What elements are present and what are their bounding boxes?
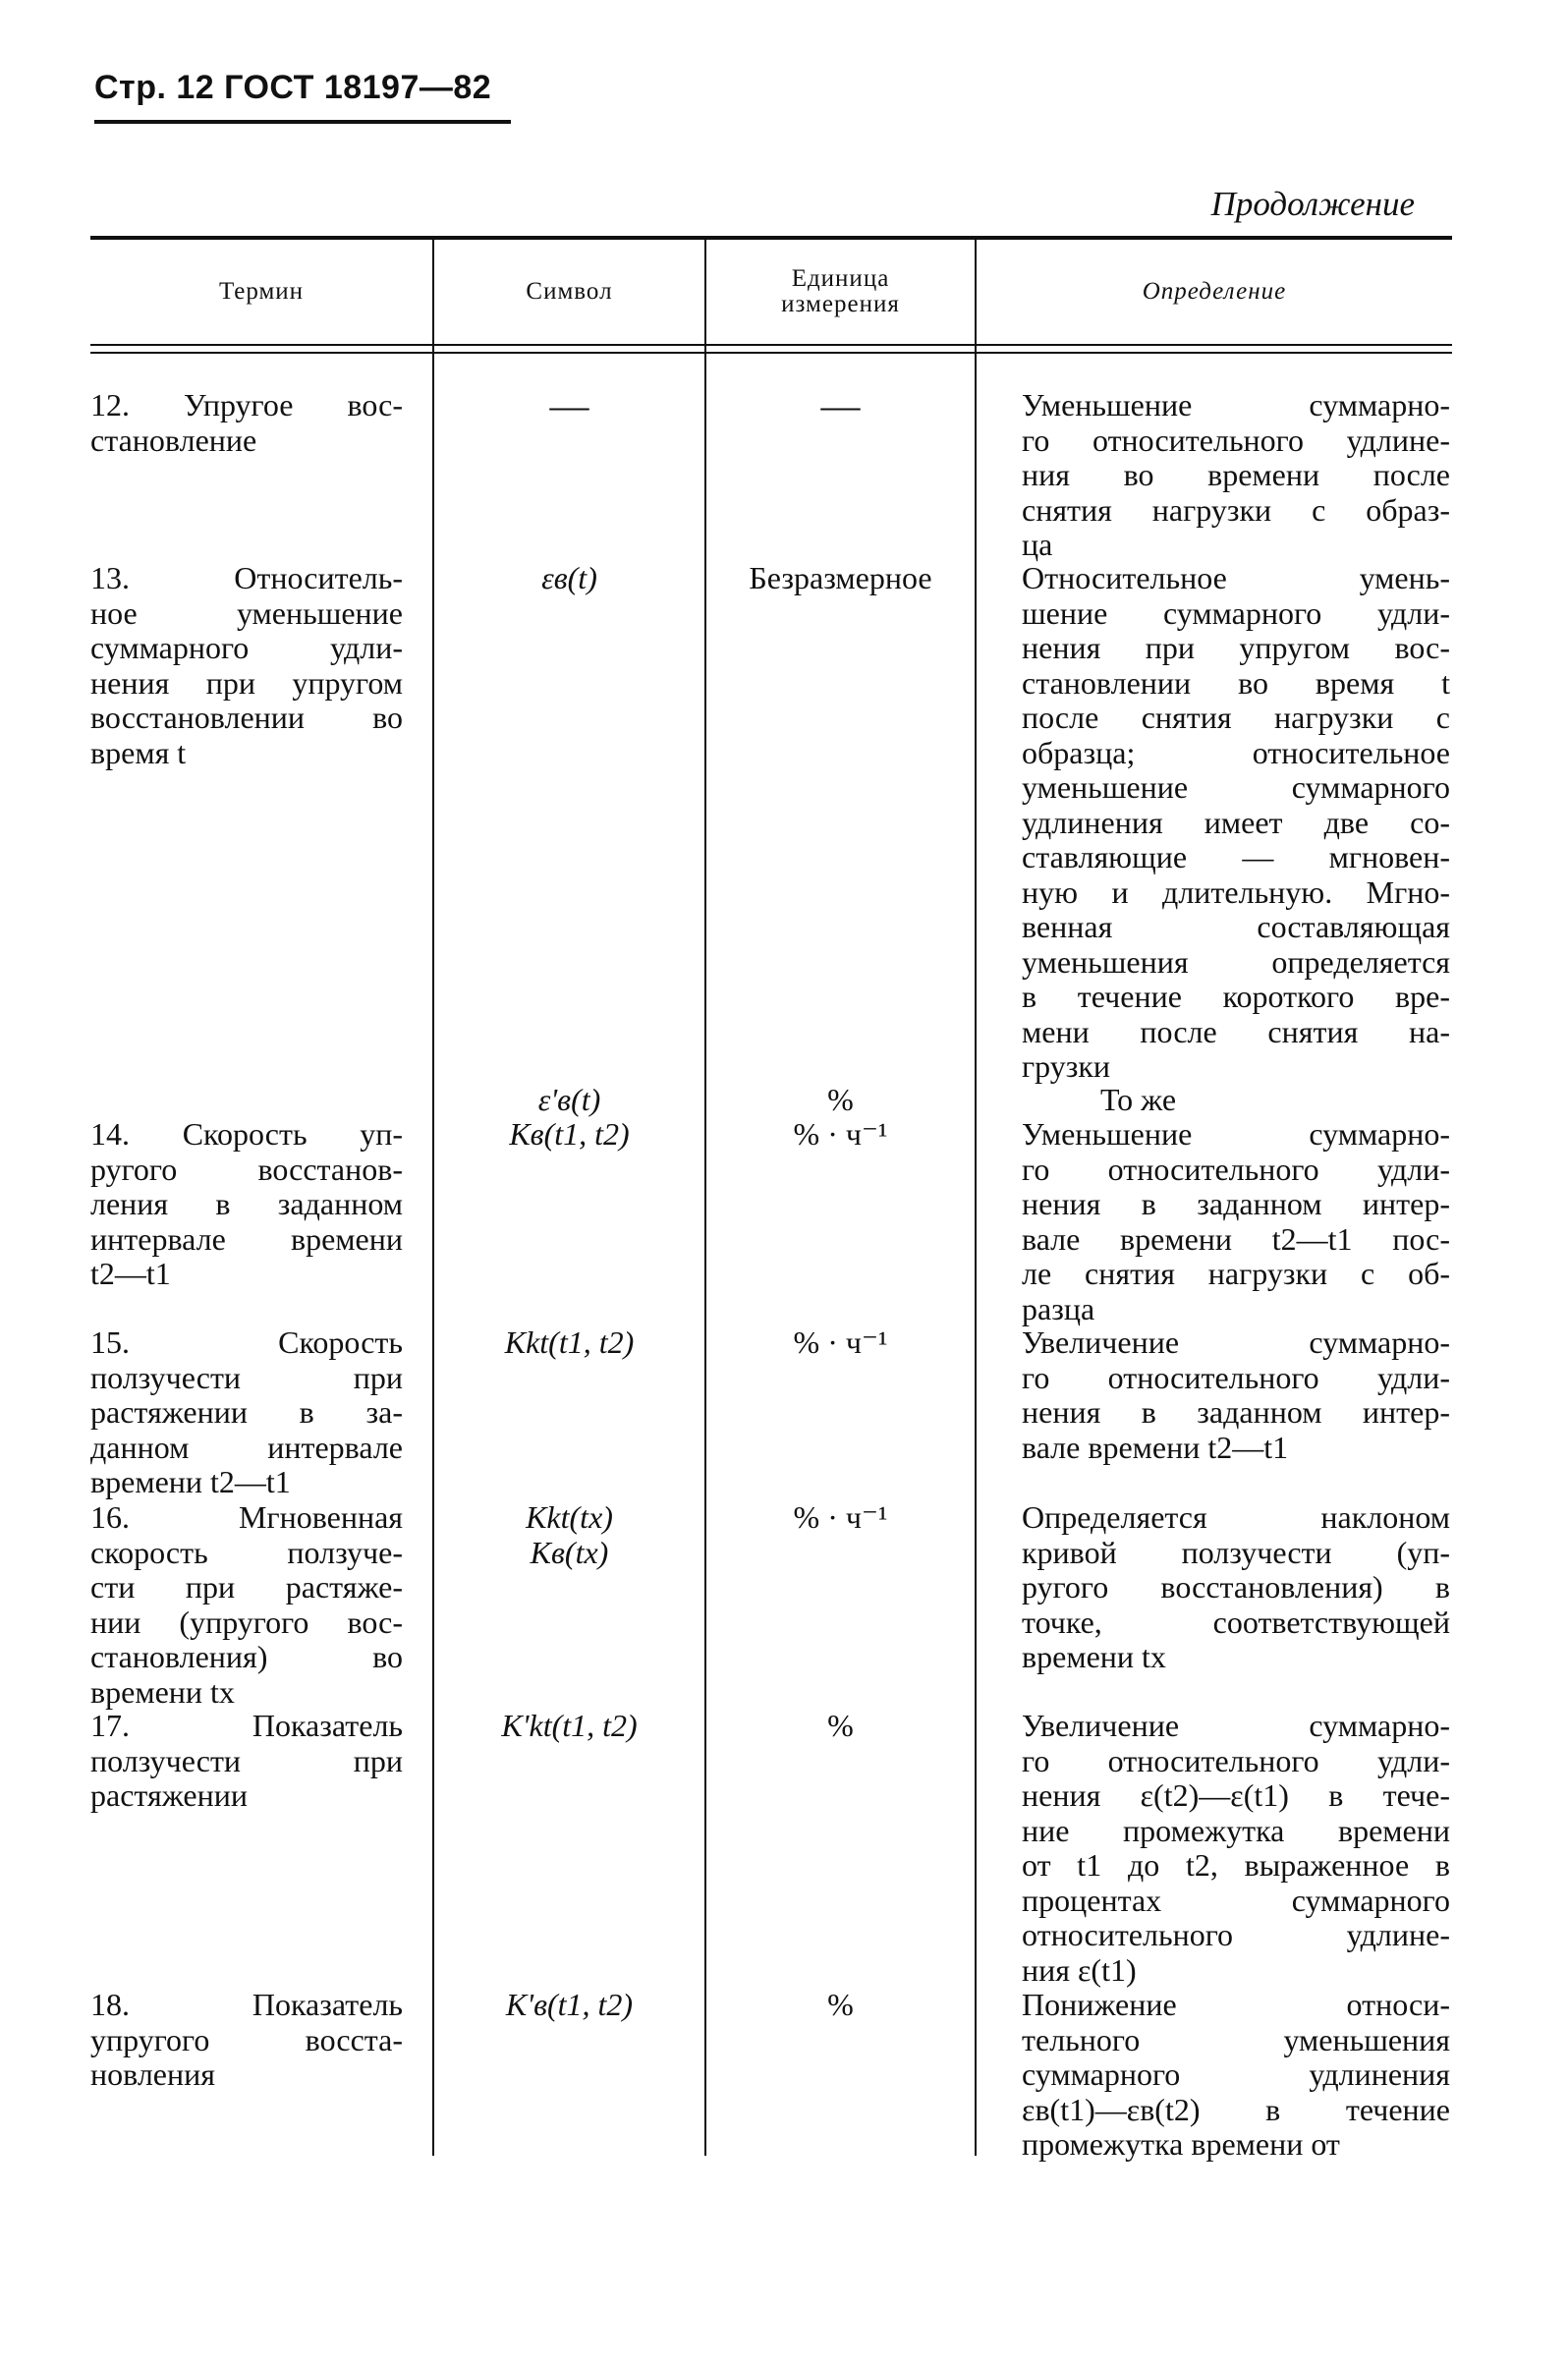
definition-cell-line: после снятия нагрузки с [1022, 700, 1450, 735]
symbol-cell [434, 1083, 704, 1118]
definition-cell-line: Уменьшение суммарно- [1022, 387, 1450, 422]
term-cell-line: скорость ползуче- [90, 1534, 403, 1570]
unit-cell-line: — [820, 383, 861, 427]
column-header-unit [706, 240, 975, 344]
symbol-cell-line: ε'в(t) [537, 1082, 601, 1117]
definition-cell-line: процентах суммарного [1022, 1882, 1450, 1918]
definition-cell-line: ле снятия нагрузки с об- [1022, 1256, 1450, 1291]
unit-cell-line: Безразмерное [749, 560, 932, 595]
definition-cell [1022, 1709, 1450, 1988]
definition-cell [1022, 1325, 1450, 1465]
term-cell [90, 1500, 403, 1710]
table-header-rule-double [90, 352, 1452, 354]
unit-cell [706, 1709, 975, 1744]
definition-cell-line: нения при упругом вос- [1022, 630, 1450, 665]
definition-cell-line: уменьшения определяется [1022, 943, 1450, 980]
symbol-cell [434, 561, 704, 596]
symbol-cell [434, 1988, 704, 2023]
symbol-cell-line: Kв(t1, t2) [509, 1116, 630, 1152]
term-cell-line: ползучести при [90, 1742, 403, 1778]
table-header-rule [90, 344, 1452, 346]
term-cell-line: ругого восстанов- [90, 1151, 403, 1187]
definition-cell-line: ния во времени после [1022, 457, 1450, 492]
symbol-cell-line: Kkt(tx) [526, 1499, 613, 1535]
term-cell [90, 561, 403, 770]
term-cell-line: новления [90, 2056, 215, 2092]
definition-cell-line: тельного уменьшения [1022, 2021, 1450, 2057]
definition-cell-line: снятия нагрузки с образ- [1022, 491, 1450, 528]
unit-cell [706, 1083, 975, 1118]
unit-cell-line: % · ч⁻¹ [793, 1116, 888, 1152]
definition-cell-line: суммарного удлинения [1022, 2056, 1450, 2092]
unit-cell [706, 383, 975, 427]
term-cell-line: данном интервале [90, 1429, 403, 1465]
unit-cell-line: % · ч⁻¹ [793, 1324, 888, 1360]
definition-cell-line: грузки [1022, 1048, 1111, 1084]
term-cell-line: 15. Скорость [90, 1324, 403, 1360]
definition-cell-line: ца [1022, 527, 1053, 562]
definition-cell-line: вале времени t2—t1 [1022, 1429, 1289, 1465]
symbol-cell-line: Kв(tx) [530, 1534, 609, 1570]
term-cell-line: суммарного удли- [90, 630, 403, 665]
definition-cell-line: времени tx [1022, 1639, 1166, 1674]
column-divider [432, 240, 434, 2156]
definition-cell-line: мени после снятия на- [1022, 1013, 1450, 1049]
definition-cell-line: вале времени t2—t1 пос- [1022, 1220, 1450, 1257]
unit-cell-line: % · ч⁻¹ [793, 1499, 888, 1535]
term-cell-line: становление [90, 422, 257, 458]
definition-cell [1022, 388, 1450, 563]
definition-cell-line: Уменьшение суммарно- [1022, 1116, 1450, 1152]
term-cell-line: 17. Показатель [90, 1708, 403, 1743]
term-cell-line: растяжении в за- [90, 1394, 403, 1430]
symbol-cell-line: εв(t) [541, 560, 597, 595]
term-cell-line: сти при растяже- [90, 1569, 403, 1605]
definition-cell-line: удлинения имеет две со- [1022, 804, 1450, 840]
term-cell-line: ления в заданном [90, 1186, 403, 1221]
term-cell-line: 13. Относитель- [90, 560, 403, 595]
unit-cell [706, 1117, 975, 1153]
unit-cell-line: % [827, 1082, 854, 1117]
unit-cell [706, 1500, 975, 1536]
definition-cell-line: нения в заданном интер- [1022, 1186, 1450, 1221]
definition-cell-line: ставляющие — мгновен- [1022, 839, 1450, 874]
definition-cell-line: го относительного удли- [1022, 1151, 1450, 1187]
definition-cell [1022, 561, 1450, 1085]
column-header-unit-text: Единица измерения [781, 264, 900, 317]
term-cell-line: восстановлении во [90, 700, 403, 735]
definition-cell-line: Относительное умень- [1022, 560, 1450, 595]
definition-cell-line: ную и длительную. Мгно- [1022, 873, 1450, 910]
term-cell-line: нии (упругого вос- [90, 1604, 403, 1640]
definition-cell-line: промежутка времени от [1022, 2126, 1340, 2162]
column-divider [704, 240, 706, 2156]
column-header-definition: Определение [1142, 277, 1287, 305]
symbol-cell-line: — [549, 383, 589, 427]
page-header: Стр. 12 ГОСТ 18197—82 [94, 69, 492, 106]
symbol-cell [434, 383, 704, 427]
definition-cell-line: шение суммарного удли- [1022, 594, 1450, 631]
term-cell [90, 1117, 403, 1292]
term-cell [90, 1325, 403, 1500]
definition-cell-line: ругого восстановления) в [1022, 1569, 1450, 1605]
term-cell-line: t2—t1 [90, 1256, 171, 1291]
term-cell-line: время t [90, 734, 187, 770]
definition-cell-line: го относительного удли- [1022, 1742, 1450, 1778]
definition-cell-line: точке, соответствующей [1022, 1604, 1450, 1640]
definition-cell-line: относительного удлине- [1022, 1917, 1450, 1952]
symbol-cell [434, 1709, 704, 1744]
unit-cell [706, 1325, 975, 1361]
header-rule [94, 120, 511, 124]
symbol-cell-line: Kkt(t1, t2) [504, 1324, 635, 1360]
definition-cell-line: То же [1100, 1082, 1177, 1117]
definition-cell-line: нения в заданном интер- [1022, 1394, 1450, 1430]
term-cell-line: ное уменьшение [90, 594, 403, 631]
definition-cell-line: Увеличение суммарно- [1022, 1324, 1450, 1360]
term-cell-line: времени tx [90, 1673, 235, 1710]
definition-cell-line: в течение короткого вре- [1022, 979, 1450, 1014]
definition-cell-line: кривой ползучести (уп- [1022, 1534, 1450, 1570]
term-cell [90, 388, 403, 458]
definition-cell-line: Понижение относи- [1022, 1987, 1450, 2022]
term-cell-line: нения при упругом [90, 664, 403, 701]
term-cell-line: растяжении [90, 1777, 248, 1813]
continuation-label: Продолжение [1210, 185, 1415, 223]
unit-cell-line: % [827, 1708, 854, 1743]
symbol-cell [434, 1117, 704, 1153]
unit-cell [706, 1988, 975, 2023]
definition-cell-line: го относительного удлине- [1022, 422, 1450, 458]
column-header-term: Термин [218, 277, 305, 305]
definition-cell-line: ние промежутка времени [1022, 1812, 1450, 1848]
term-cell-line: упругого восста- [90, 2021, 403, 2057]
definition-cell-line: уменьшение суммарного [1022, 769, 1450, 805]
unit-cell [706, 561, 975, 596]
unit-cell-line: % [827, 1987, 854, 2022]
term-cell-line: 16. Мгновенная [90, 1499, 403, 1535]
definition-cell-line: образца; относительное [1022, 734, 1450, 770]
term-cell [90, 1988, 403, 2093]
symbol-cell [434, 1500, 704, 1570]
definition-cell [1100, 1083, 1529, 1118]
term-cell-line: интервале времени [90, 1220, 403, 1257]
definition-cell-line: становлении во время t [1022, 664, 1450, 701]
symbol-cell-line: K'kt(t1, t2) [501, 1708, 638, 1743]
definition-cell-line: εв(t1)—εв(t2) в течение [1022, 2091, 1450, 2127]
definition-cell [1022, 1988, 1450, 2163]
symbol-cell-line: K'в(t1, t2) [505, 1987, 634, 2022]
definition-cell-line: Определяется наклоном [1022, 1499, 1450, 1535]
term-cell-line: 14. Скорость уп- [90, 1116, 403, 1152]
definition-cell-line: нения ε(t2)—ε(t1) в тече- [1022, 1777, 1450, 1813]
term-cell [90, 1709, 403, 1814]
definition-cell-line: от t1 до t2, выраженное в [1022, 1847, 1450, 1883]
term-cell-line: становления) во [90, 1639, 403, 1674]
term-cell-line: ползучести при [90, 1359, 403, 1395]
definition-cell-line: венная составляющая [1022, 909, 1450, 944]
term-cell-line: 18. Показатель [90, 1987, 403, 2022]
column-header-symbol: Символ [526, 277, 613, 305]
definition-cell-line: ния ε(t1) [1022, 1951, 1137, 1988]
definition-cell [1022, 1117, 1450, 1326]
symbol-cell [434, 1325, 704, 1361]
definition-cell-line: Увеличение суммарно- [1022, 1708, 1450, 1743]
term-cell-line: 12. Упругое вос- [90, 387, 403, 422]
column-divider [975, 240, 977, 2156]
definition-cell-line: го относительного удли- [1022, 1359, 1450, 1395]
definition-cell [1022, 1500, 1450, 1675]
definition-cell-line: разца [1022, 1290, 1095, 1326]
term-cell-line: времени t2—t1 [90, 1464, 291, 1499]
